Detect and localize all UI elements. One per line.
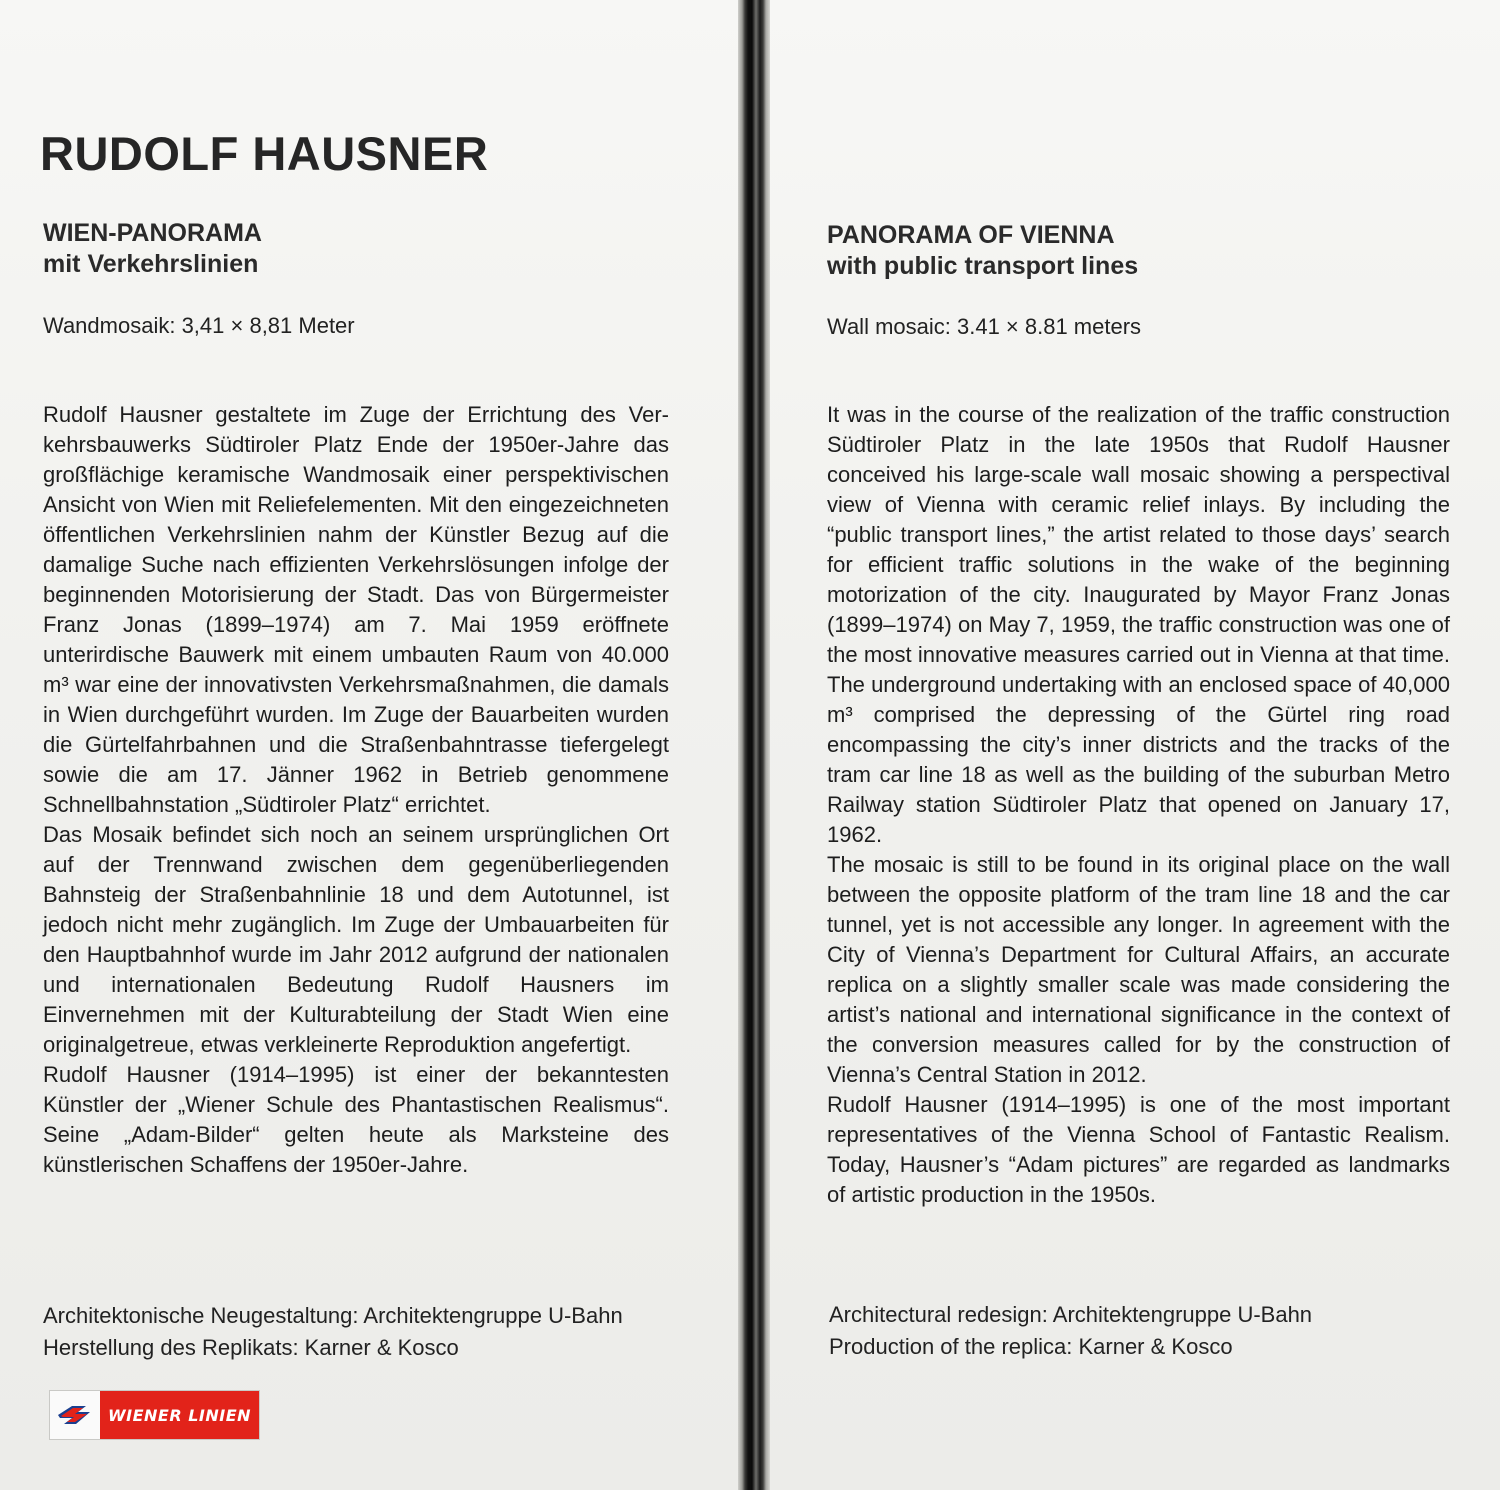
english-title-block xyxy=(827,220,1138,282)
english-paragraph: The mosaic is still to be found in its original place on the wall between the opposite platform of the tram line 18 and the car tunnel, yet is not accessible any longer. In agreement with the City of Vienna’s Department for Cultural Affairs, an accurate replica on a slightly smaller scale was made considering the artist’s national and international significance in the context of the conversion measures called for by the construction of Vienna’s Central Station in 2012. xyxy=(827,852,1450,1087)
english-credit-design: Architectural redesign: Architektengruppe U-Bahn xyxy=(829,1302,1313,1327)
english-title: PANORAMA OF VIENNA xyxy=(827,221,1115,249)
wiener-linien-logo xyxy=(49,1390,260,1440)
german-paragraph: Das Mosaik befindet sich noch an seinem ursprünglichen Ort auf der Trennwand zwischen dem gegenüberliegenden Bahnsteig der Straßenbahnlinie 18 und dem Autotunnel, ist jedoch nicht mehr zugänglich. Im Zuge der Umbauarbeiten für den Hauptbahnhof wurde im Jahr 2012 aufgrund der nationalen und internationalen Bedeutung Rudolf Hausners im Einvernehmen mit der Kulturabteilung der Stadt Wien eine originalgetreue, etwas verkleinerte Reproduktion angefertigt. xyxy=(43,822,669,1057)
german-title-block xyxy=(43,218,262,280)
english-paragraph: It was in the course of the realization of the traffic construction Südtiroler Platz in the late 1950s that Rudolf Hausner conceived his large-scale wall mosaic showing a perspectival view of Vienna with ceramic relief inlays. By including the “public transport lines,” the artist related to those days’ search for efficient traffic solutions in the wake of the beginning motorization of the city. Inaugurated by Mayor Franz Jonas (1899–1974) on May 7, 1959, the traffic construction was one of the most innovative measures carried out in Vienna at that time. The underground undertaking with an enclosed space of 40,000 m³ comprised the depressing of the Gürtel ring road encompassing the city’s inner districts and the tracks of the tram car line 18 as well as the building of the suburban Metro Railway station Südtiroler Platz that opened on January 17, 1962. xyxy=(827,402,1450,847)
wiener-linien-mark-icon xyxy=(50,1391,100,1439)
english-credit-replica: Production of the replica: Karner & Kosco xyxy=(829,1334,1233,1359)
german-title: WIEN-PANORAMA xyxy=(43,219,262,247)
german-paragraph: Rudolf Hausner gestaltete im Zuge der Errichtung des Verkehrsbauwerks Südtiroler Platz Ende der 1950er-Jahre das großflächige keramische Wandmosaik einer perspektivischen Ansicht von Wien mit Reliefelementen. Mit den eingezeichneten öffentlichen Verkehrslinien nahm der Künstler Bezug auf die damalige Suche nach effizienten Verkehrslösungen infolge der beginnenden Motorisierung der Stadt. Das von Bürgermeister Franz Jonas (1899–1974) am 7. Mai 1959 eröffnete unterirdische Bauwerk mit einem umbauten Raum von 40.000 m³ war eine der innovativsten Verkehrsmaßnahmen, die damals in Wien durchgeführt wurden. Im Zuge der Bauarbeiten wurden die Gürtelfahrbahnen und die Straßenbahntrasse tiefergelegt sowie die am 17. Jänner 1962 in Betrieb genommene Schnellbahnstation „Südtiroler Platz“ errichtet. xyxy=(43,402,669,817)
english-paragraph: Rudolf Hausner (1914–1995) is one of the most important representatives of the Vienna School of Fantastic Realism. Today, Hausner’s “Adam pictures” are regarded as landmarks of artistic production in the 1950s. xyxy=(827,1092,1450,1207)
german-credit-replica: Herstellung des Replikats: Karner & Kosco xyxy=(43,1335,459,1360)
english-credits xyxy=(829,1299,1312,1363)
german-body xyxy=(43,400,669,1180)
logo-text: WIENER LINIEN xyxy=(100,1391,259,1439)
german-credit-design: Architektonische Neugestaltung: Architektengruppe U-Bahn xyxy=(43,1303,623,1328)
german-credits xyxy=(43,1300,623,1364)
english-subtitle: with public transport lines xyxy=(827,252,1139,280)
german-panel xyxy=(0,0,738,1490)
english-panel xyxy=(770,0,1500,1490)
german-paragraph: Rudolf Hausner (1914–1995) ist einer der bekanntesten Künstler der „Wiener Schule des Phantastischen Realismus“. Seine „Adam-Bilder“ gelten heute als Marksteine des künstlerischen Schaffens der 1950er-Jahre. xyxy=(43,1062,669,1177)
german-dimensions: Wandmosaik: 3,41 × 8,81 Meter xyxy=(43,313,355,338)
german-subtitle: mit Verkehrslinien xyxy=(43,250,259,278)
english-dimensions: Wall mosaic: 3.41 × 8.81 meters xyxy=(827,314,1142,339)
artist-name: RUDOLF HAUSNER xyxy=(40,127,489,180)
panel-divider xyxy=(738,0,770,1490)
english-body xyxy=(827,400,1450,1210)
